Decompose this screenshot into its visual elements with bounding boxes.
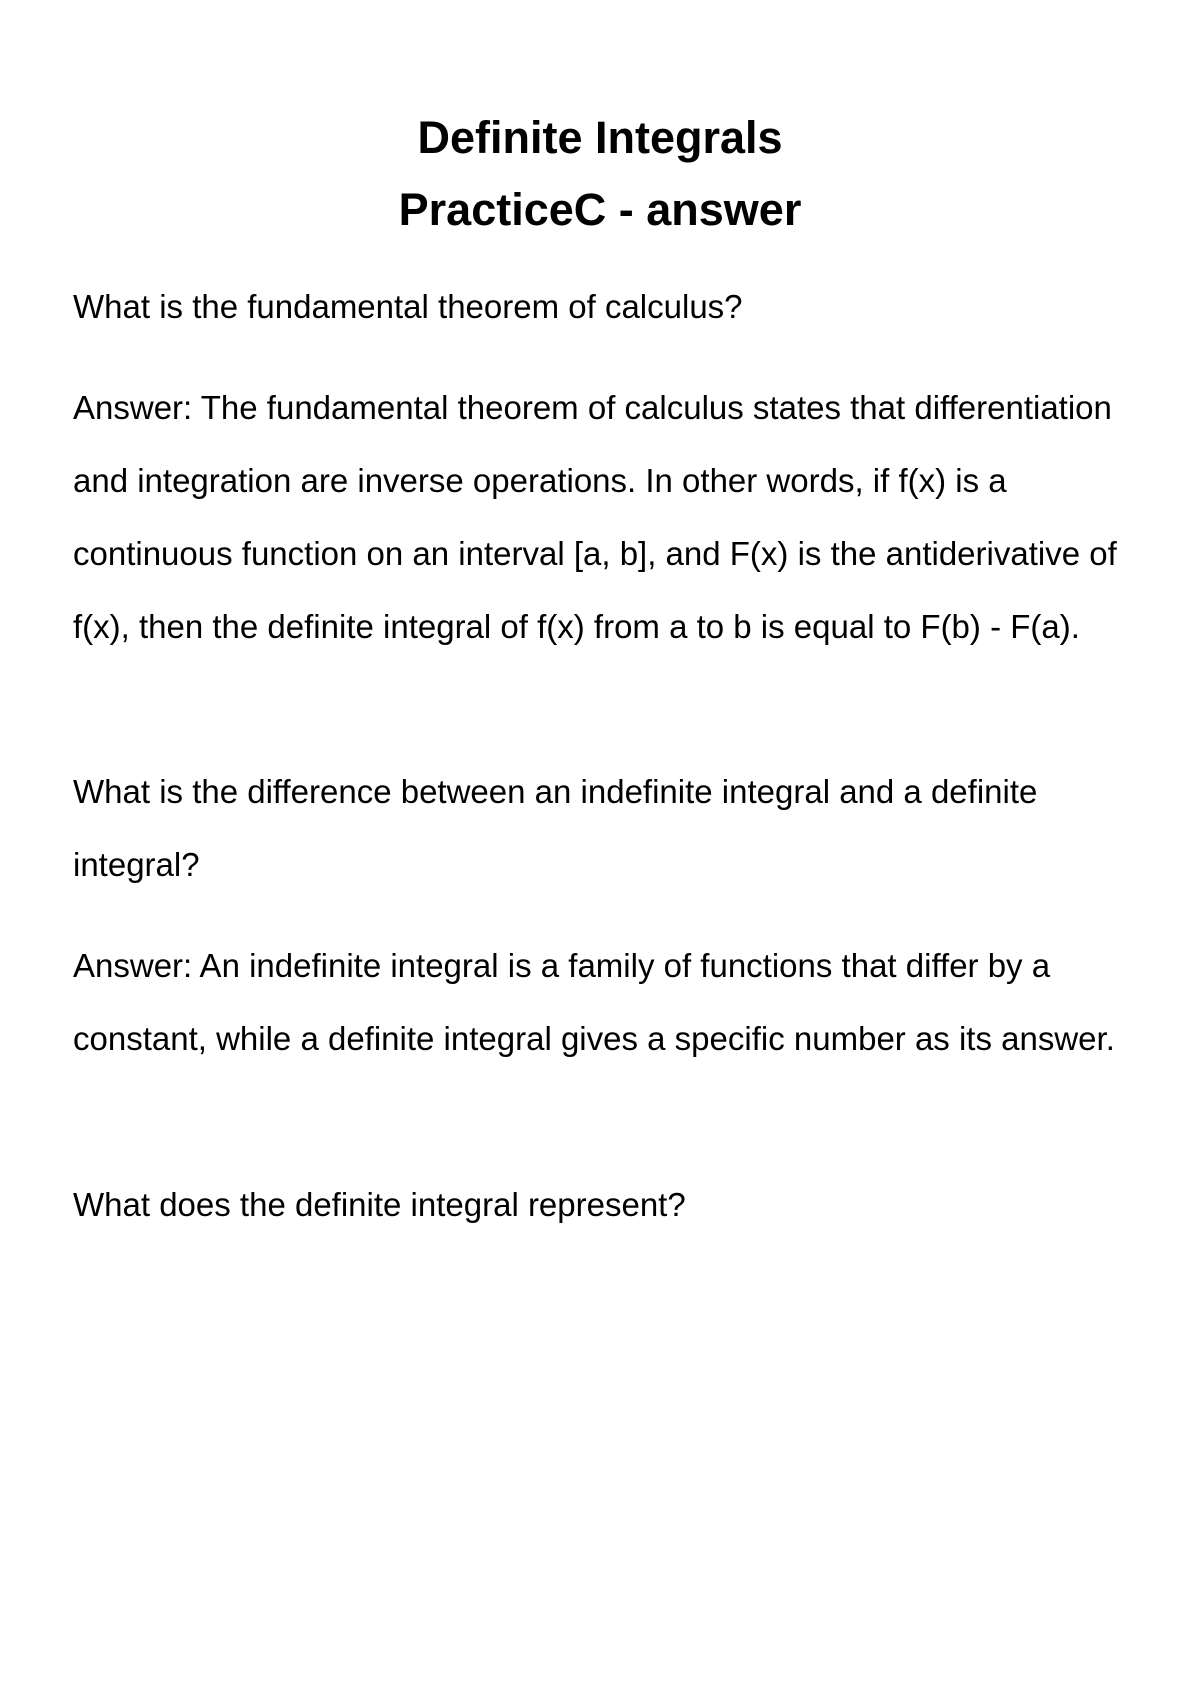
question-1: What is the fundamental theorem of calculus? [73,288,743,325]
answer-1: Answer: The fundamental theorem of calculus states that differentiation and integration are inverse operations. In other words, if f(x) is a continuous function on an interval [a, b], and F(x) is the antiderivative of f(x), then the definite integral of f(x) from a to b is equal to F(b) - F(a). [73,389,1117,645]
document-title: Definite Integrals [417,112,783,163]
question-3: What does the definite integral represent? [73,1186,686,1223]
title-block [0,102,1200,246]
answer-2: Answer: An indefinite integral is a family of functions that differ by a constant, while a definite integral gives a specific number as its answer. [73,947,1115,1057]
qa-content [73,270,1138,1241]
document-subtitle: PracticeC - answer [398,184,802,235]
question-2: What is the difference between an indefinite integral and a definite integral? [73,773,1038,883]
